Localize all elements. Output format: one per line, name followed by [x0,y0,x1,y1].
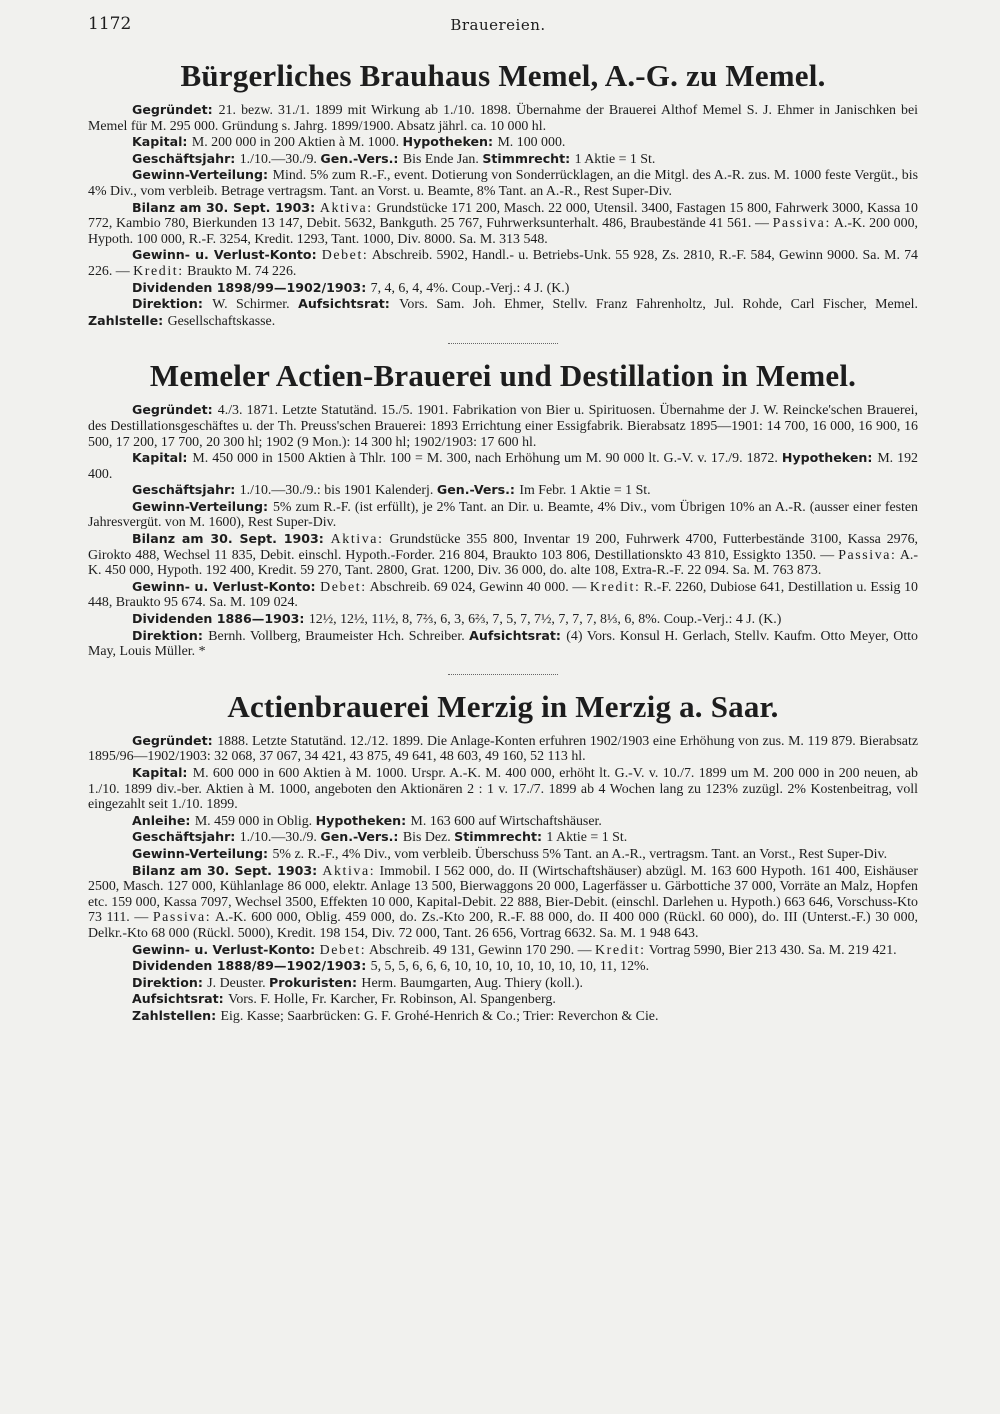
entry-paragraph [88,829,918,846]
company-title: Memeler Actien-Brauerei und Destillation in Memel. [149,358,857,394]
field-text: 5% z. R.-F., 4% Div., vom verbleib. Überschuss 5% Tant. an A.-R., vertragsm. Tant. an Vorst., Rest Super-Div. [272,846,888,862]
entry-paragraph [88,942,918,959]
entry-paragraph [88,991,918,1008]
entry-paragraph [88,975,918,992]
field-label: Gewinn-Verteilung: [132,498,273,514]
field-text: M. 200 000 in 200 Aktien à M. 1000. [191,135,403,151]
company-title: Actienbrauerei Merzig in Merzig a. Saar. [227,688,779,724]
field-text: Vors. F. Holle, Fr. Karcher, Fr. Robinson, Al. Spangenberg. [228,992,556,1008]
account-side-label: Kredit: [133,263,184,279]
field-label: Bilanz am 30. Sept. 1903: [132,531,331,547]
field-text: Herm. Baumgarten, Aug. Thiery (koll.). [361,975,583,991]
field-label: Direktion: [132,627,209,643]
field-text: 1 Aktie = 1 St. [546,830,628,846]
account-side-label: Aktiva: [330,532,384,548]
field-text: A.-K. 450 000, Hypoth. 192 400, Kredit. 59 270, Tant. 2800, Grat. 1200, Div. 36 000, do. alte 108, Extra-R.-F. 22 094. Sa. M. 763 873. [88,547,918,579]
field-label: Aufsichtsrat: [298,296,400,312]
entry-paragraph [88,482,918,499]
field-text: Vortrag 5990, Bier 213 430. Sa. M. 219 421. [645,942,897,958]
field-label: Bilanz am 30. Sept. 1903: [132,199,320,215]
company-entry [88,358,918,660]
field-text: 5, 5, 5, 6, 6, 6, 10, 10, 10, 10, 10, 10, 10, 11, 12%. [370,959,650,975]
entry-paragraph [88,402,918,450]
field-text: M. 600 000 in 600 Aktien à M. 1000. Urspr. A.-K. M. 400 000, erhöht lt. G.-V. v. 10./7. 1899 um M. 200 000 in 200 neuen, ab 1./10. 1899 div.-ber. Aktien à M. 1000, angeboten den Aktionären 2 : 1 v. 17./7. 1899 ab 4 Wochen lang zu 123% zuzügl. 2% Kostenbeitrag, voll eingezahlt seit 1./10. 1899. [88,766,918,813]
section-divider [448,674,558,675]
account-side-label: Passiva: [838,547,897,563]
field-text: 1 Aktie = 1 St. [574,151,656,167]
field-text: Bis Ende Jan. [402,151,483,167]
field-label: Geschäftsjahr: [132,150,240,166]
field-label: Gewinn-Verteilung: [132,167,273,183]
field-label: Geschäftsjahr: [132,829,240,845]
field-text: Vors. Sam. Joh. Ehmer, Stellv. Franz Fahrenholtz, Jul. Rohde, Carl Fischer, Memel. [399,297,918,313]
entry-paragraph [88,958,918,975]
field-text: Grundstücke 171 200, Masch. 22 000, Utensil. 3400, Fastagen 15 800, Fahrwerk 3000, Kassa 10 772, Kambio 780, Bierkunden 13 147, Debit. 5632, Bankguth. 25 767, Fuhrwerksunterhalt. 486, Braubestände 41 561. — [88,200,918,232]
field-text: M. 192 400. [88,451,918,482]
entry-paragraph [88,499,918,531]
field-text: (4) Vors. Konsul H. Gerlach, Stellv. Kaufm. Otto Meyer, Otto May, Louis Müller. * [88,628,918,660]
field-label: Geschäftsjahr: [132,482,240,498]
field-text: 1./10.—30./9. [239,151,321,167]
field-label: Gen.-Vers.: [320,150,403,166]
field-label: Gewinn-Verteilung: [132,845,273,861]
field-label: Gewinn- u. Verlust-Konto: [132,578,321,594]
account-side-label: Kredit: [595,942,646,958]
entry-paragraph [88,296,918,329]
field-label: Direktion: [132,974,208,990]
entry-paragraph [88,1008,918,1025]
entry-paragraph [88,200,918,248]
field-label: Stimmrecht: [454,829,547,845]
entry-paragraph [88,846,918,863]
field-text: Braukto M. 74 226. [183,263,297,279]
field-text: J. Deuster. [207,975,270,991]
field-text: M. 100 000. [497,135,566,151]
entry-paragraph [88,280,918,297]
field-text: Abschreib. 69 024, Gewinn 40 000. — [366,579,590,595]
account-side-label: Debet: [320,579,367,595]
company-title: Bürgerliches Brauhaus Memel, A.-G. zu Memel. [180,58,826,93]
account-side-label: Debet: [321,248,369,264]
field-text: A.-K. 600 000, Oblig. 459 000, do. Zs.-Kto 200, R.-F. 88 000, do. II 400 000 (Rückl. 60 000), do. III (Unterst.-F.) 30 000, Delkr.-Kto 68 000 (Rückl. 5000), Kredit. 198 154, Div. 72 000, Tant. 26 656, Vortrag 6632. Sa. M. 1 948 643. [88,910,918,941]
field-label: Gegründet: [132,402,218,418]
page-number: 1172 [88,14,132,34]
entry-paragraph [88,765,918,813]
field-text: 4./3. 1871. Letzte Statutänd. 15./5. 1901. Fabrikation von Bier u. Spirituosen. Übernahme der J. W. Reincke'schen Brauerei, des Destillationsgeschäftes u. der Th. Preuss'schen Brauerei: 1893 Errichtung einer Essigfabrik. Bierabsatz 1895—1901: 14 700, 16 000, 16 900, 16 500, 17 200, 17 700, 20 300 hl; 1902 (9 Mon.): 14 300 hl; 1902/1903: 17 600 hl. [88,403,918,450]
section-divider [448,343,558,344]
field-label: Zahlstellen: [132,1007,221,1023]
field-text: 1888. Letzte Statutänd. 12./12. 1899. Die Anlage-Konten erfuhren 1902/1903 eine Erhöhung von zus. M. 119 879. Bierabsatz 1895/96—1902/1903: 32 068, 37 067, 34 421, 43 875, 49 641, 48 603, 49 160, 52 113 hl. [88,733,918,765]
field-text: Eig. Kasse; Saarbrücken: G. F. Grohé-Henrich & Co.; Trier: Reverchon & Cie. [220,1008,659,1024]
field-label: Gen.-Vers.: [320,829,403,845]
field-label: Kapital: [132,765,193,780]
field-text: Abschreib. 5902, Handl.- u. Betriebs-Unk. 55 928, Zs. 2810, R.-F. 584, Gewinn 9000. Sa. M. 74 226. — [88,248,918,279]
entry-paragraph [88,611,918,628]
field-label: Bilanz am 30. Sept. 1903: [132,862,323,878]
account-side-label: Passiva: [772,216,831,232]
field-label: Gewinn- u. Verlust-Konto: [132,247,322,263]
entry-paragraph [88,247,918,279]
running-title: Brauereien. [450,16,546,34]
field-text: 12½, 12½, 11½, 8, 7⅔, 6, 3, 6⅔, 7, 5, 7, 7½, 7, 7, 7, 8⅓, 6, 8%. Coup.-Verj.: 4 J. (K.) [308,612,782,628]
field-text: 5% zum R.-F. (ist erfüllt), je 2% Tant. an Dir. u. Beamte, 4% Div., vom Übrigen 10% an A.-R. (ausser einer festen Jahresvergüt. von M. 1600), Rest Super-Div. [88,499,918,531]
field-text: 7, 4, 6, 4, 4%. Coup.-Verj.: 4 J. (K.) [370,280,570,296]
field-label: Gegründet: [132,732,218,748]
account-side-label: Aktiva: [319,200,373,216]
field-label: Dividenden 1886—1903: [132,611,309,627]
field-text: M. 450 000 in 1500 Aktien à Thlr. 100 = M. 300, nach Erhöhung um M. 90 000 lt. G.-V. v. 17./9. 1872. [192,451,782,467]
field-text: R.-F. 2260, Dubiose 641, Destillation u. Essig 10 448, Braukto 95 674. Sa. M. 109 024. [88,579,919,611]
field-label: Zahlstelle: [88,312,168,328]
account-side-label: Passiva: [152,910,212,926]
entry-paragraph [88,813,918,830]
field-label: Hypotheken: [402,134,498,150]
field-text: M. 459 000 in Oblig. [194,813,316,829]
field-label: Gen.-Vers.: [436,482,520,498]
entry-paragraph [88,531,918,579]
company-entry [88,689,918,1025]
field-text: 1./10.—30./9.: bis 1901 Kalenderj. [239,483,437,499]
field-label: Dividenden 1898/99—1902/1903: [132,279,371,295]
field-label: Gegründet: [132,102,219,117]
account-side-label: Kredit: [589,579,641,595]
entry-paragraph [88,863,918,942]
field-text: Grundstücke 355 800, Inventar 19 200, Fuhrwerk 4700, Futterbestände 3100, Kassa 2976, Girokto 488, Wechsel 11 835, Debit. einschl. Hypoth.-Forder. 216 804, Braukto 103 806, Destillationskto 43 810, Essigkto 1350. — [88,532,918,563]
entry-paragraph [88,733,918,765]
field-text: A.-K. 200 000, Hypoth. 100 000, R.-F. 3254, Kredit. 1293, Tant. 1000, Div. 8000. Sa. M. 313 548. [88,216,918,247]
field-label: Aufsichtsrat: [132,991,229,1007]
field-text: Bis Dez. [402,830,455,846]
field-label: Kapital: [132,450,193,466]
field-label: Stimmrecht: [482,150,575,166]
field-text: Gesellschaftskasse. [167,313,276,329]
field-text: Bernh. Vollberg, Braumeister Hch. Schreiber. [208,628,470,644]
account-side-label: Aktiva: [322,863,376,879]
company-entry [88,58,918,329]
field-text: Immobil. I 562 000, do. II (Wirtschaftshäuser) abzügl. M. 163 600 Hypoth. 161 400, Eishäuser 2500, Masch. 127 000, Kühlanlage 86 000, elektr. Anlage 13 500, Bierwaggons 20 000, Lagerfässer u. Gärbottiche 37 000, Vorräte an Malz, Hopfen etc. 159 000, Kassa 7097, Wechsel 3500, Effekten 10 000, Kapital-Debit. 22 888, Bier-Debit. (einschl. Darlehen u. Hypoth.) 663 646, Vorschuss-Kto 73 111. — [88,863,918,926]
entry-paragraph [88,628,918,660]
running-header [88,14,908,38]
field-text: Abschreib. 49 131, Gewinn 170 290. — [366,942,596,958]
field-label: Direktion: [132,296,213,312]
entry-paragraph [88,450,918,482]
field-label: Hypotheken: [781,450,878,466]
field-label: Dividenden 1888/89—1902/1903: [132,958,371,974]
field-text: Mind. 5% zum R.-F., event. Dotierung von Sonderrücklagen, an die Mitgl. des A.-R. zus. M. 1000 feste Vergüt., bis 4% Div., vom verbleib. Betrage vertragsm. Tant. an Vorst. u. Beamte, 8% Tant. an A.-R., Rest Super-Div. [88,168,918,199]
field-label: Prokuristen: [269,974,362,990]
entry-paragraph [88,102,918,134]
entry-paragraph [88,167,918,199]
field-text: M. 163 600 auf Wirtschaftshäuser. [410,813,602,829]
field-text: 21. bezw. 31./1. 1899 mit Wirkung ab 1./10. 1898. Übernahme der Brauerei Althof Memel S. J. Ehmer in Janischken bei Memel für M. 295 000. Gründung s. Jahrg. 1899/1900. Absatz jährl. ca. 10 000 hl. [88,103,918,134]
field-label: Gewinn- u. Verlust-Konto: [132,941,320,957]
entry-paragraph [88,579,918,611]
page-content [88,52,918,1025]
entry-paragraph [88,151,918,168]
field-text: W. Schirmer. [212,297,299,313]
entry-paragraph [88,134,918,151]
field-label: Aufsichtsrat: [469,627,567,643]
field-text: 1./10.—30./9. [239,830,321,846]
field-label: Hypotheken: [315,812,411,828]
account-side-label: Debet: [319,942,367,958]
field-label: Kapital: [132,134,192,150]
field-text: Im Febr. 1 Aktie = 1 St. [519,483,651,499]
field-label: Anleihe: [132,812,195,828]
